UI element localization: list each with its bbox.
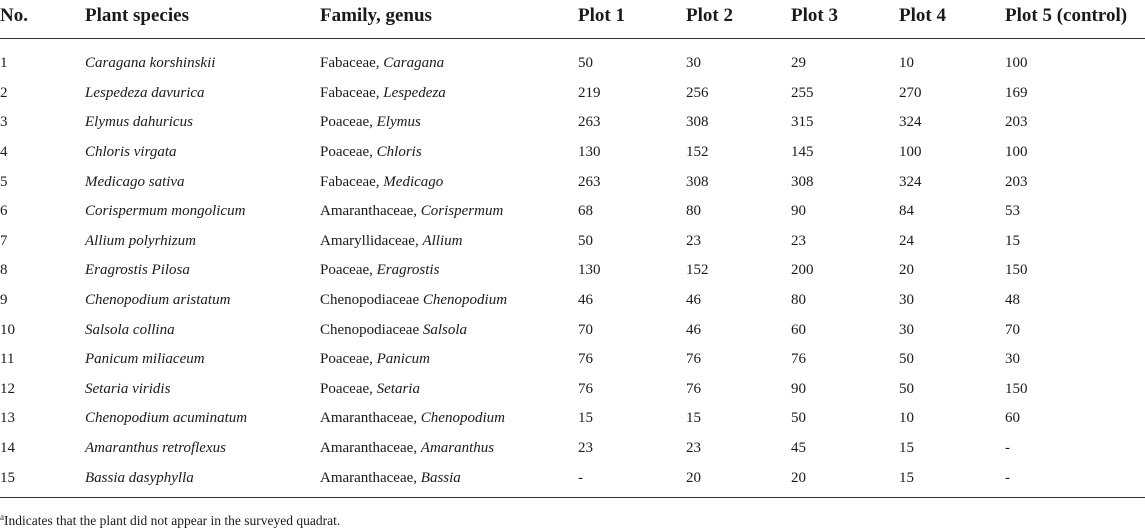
cell-plot-5: 203 [1005,114,1028,131]
family-name: Poaceae, [320,114,377,131]
cell-plant-species: Salsola collina [85,321,175,338]
cell-no: 11 [0,351,15,368]
table-footnote [0,512,340,529]
cell-plant-species: Chenopodium aristatum [85,292,231,309]
cell-no: 2 [0,84,8,101]
cell-no: 6 [0,203,8,220]
header-row [0,0,1145,39]
cell-plot-4: 30 [899,292,914,309]
cell-plant-species: Setaria viridis [85,380,171,397]
header-no: No. [0,0,85,39]
cell-plot-1: - [578,463,686,497]
cell-family-genus [320,434,578,464]
genus-name: Allium [422,232,463,249]
cell-plot-3: 90 [791,203,806,220]
cell-plot-3: 255 [791,84,814,101]
cell-family-genus [320,197,578,227]
cell-no: 12 [0,380,15,397]
cell-plant-species: Corispermum mongolicum [85,203,246,220]
cell-plot-2: 308 [686,173,709,190]
cell-no: 5 [0,173,8,190]
cell-no: 13 [0,410,15,427]
family-name: Fabaceae, [320,55,384,72]
cell-plot-5: 203 [1005,173,1028,190]
cell-plot-4: 324 [899,114,922,131]
table-row [0,167,1145,197]
table-row [0,108,1145,138]
cell-no: 10 [0,321,15,338]
cell-plot-3: 23 [791,232,806,249]
genus-name: Caragana [383,55,445,72]
cell-plot-1: 263 [578,173,601,190]
cell-plot-4: 15 [899,440,914,457]
cell-plot-4: 100 [899,144,922,161]
cell-plot-5: 100 [1005,144,1028,161]
cell-plot-4: 15 [899,463,1005,497]
cell-plot-1: 50 [578,55,593,72]
table-row [0,434,1145,464]
cell-plant-species: Elymus dahuricus [85,114,193,131]
header-family-genus: Family, genus [320,0,578,39]
cell-no: 4 [0,144,8,161]
cell-no: 15 [0,463,85,497]
cell-plot-1: 23 [578,440,593,457]
family-name: Poaceae, [320,144,377,161]
genus-name: Panicum [376,351,430,368]
family-name: Fabaceae, [320,84,384,101]
cell-family-genus [320,108,578,138]
table-body [0,39,1145,498]
family-name: Chenopodiaceae [320,321,423,338]
family-name: Amaranthaceae, [320,440,421,457]
cell-plant-species: Amaranthus retroflexus [85,440,226,457]
cell-plot-2: 76 [686,380,701,397]
cell-family-genus [320,256,578,286]
cell-plot-2: 20 [686,463,791,497]
cell-plot-5: 150 [1005,380,1028,397]
cell-plot-2: 30 [686,55,701,72]
genus-name: Salsola [422,321,468,338]
table-row [0,138,1145,168]
footnote-text: Indicates that the plant did not appear in the surveyed quadrat. [4,513,341,528]
table-row [0,39,1145,79]
cell-family-genus [320,167,578,197]
cell-plot-5: 70 [1005,321,1020,338]
cell-plot-1: 263 [578,114,601,131]
table-header [0,0,1145,39]
genus-name: Elymus [376,114,421,131]
cell-plot-2: 308 [686,114,709,131]
family-name: Poaceae, [320,351,377,368]
cell-plot-1: 50 [578,232,593,249]
cell-plant-species: Panicum miliaceum [85,351,205,368]
cell-plot-5: 48 [1005,292,1020,309]
table-row [0,463,1145,497]
cell-plot-3: 145 [791,144,814,161]
cell-plot-4: 20 [899,262,914,279]
family-name: Amaranthaceae, [320,410,421,427]
cell-plot-2: 76 [686,351,701,368]
cell-plant-species: Medicago sativa [85,173,185,190]
cell-family-genus [320,286,578,316]
genus-name: Bassia [420,469,461,486]
table-row [0,315,1145,345]
cell-no: 9 [0,292,8,309]
genus-name: Setaria [376,380,420,397]
table-row [0,375,1145,405]
header-plot-2: Plot 2 [686,0,791,39]
cell-no: 8 [0,262,8,279]
cell-no: 14 [0,440,15,457]
cell-plot-1: 219 [578,84,601,101]
genus-name: Chloris [376,144,422,161]
cell-family-genus [320,79,578,109]
header-plot-5-control: Plot 5 (control) [1005,0,1145,39]
cell-family-genus [320,39,578,79]
cell-family-genus [320,404,578,434]
cell-plot-2: 23 [686,440,701,457]
cell-plot-3: 90 [791,380,806,397]
cell-family-genus [320,227,578,257]
cell-plot-1: 130 [578,144,601,161]
cell-plot-5: 100 [1005,55,1028,72]
cell-plot-5: - [1005,463,1145,497]
genus-name: Amaranthus [420,440,495,457]
cell-plot-3: 76 [791,351,806,368]
cell-plot-3: 45 [791,440,806,457]
table-row [0,345,1145,375]
cell-plot-2: 152 [686,262,709,279]
cell-plot-3: 50 [791,410,806,427]
cell-plot-1: 68 [578,203,593,220]
cell-plot-4: 50 [899,351,914,368]
cell-plot-5: 169 [1005,84,1028,101]
genus-name: Chenopodium [420,410,505,427]
cell-plot-5: 15 [1005,232,1020,249]
cell-plot-5: - [1005,440,1010,457]
table-row [0,286,1145,316]
cell-family-genus [320,375,578,405]
cell-no: 3 [0,114,8,131]
genus-name: Lespedeza [383,84,446,101]
genus-name: Chenopodium [422,292,508,309]
table-row [0,404,1145,434]
cell-plot-4: 270 [899,84,922,101]
cell-plot-2: 80 [686,203,701,220]
header-plant-species: Plant species [85,0,320,39]
cell-plot-4: 30 [899,321,914,338]
cell-plot-4: 10 [899,410,914,427]
cell-plot-3: 20 [791,463,899,497]
cell-family-genus [320,345,578,375]
cell-plot-5: 53 [1005,203,1020,220]
cell-plot-4: 10 [899,55,914,72]
cell-plot-2: 152 [686,144,709,161]
cell-plot-2: 15 [686,410,701,427]
genus-name: Corispermum [420,203,504,220]
cell-plot-5: 60 [1005,410,1020,427]
cell-plot-3: 80 [791,292,806,309]
table-row [0,256,1145,286]
cell-plot-1: 70 [578,321,593,338]
table-row [0,197,1145,227]
cell-no: 7 [0,232,8,249]
family-name: Amaryllidaceae, [320,232,423,249]
cell-plot-3: 308 [791,173,814,190]
table-row [0,79,1145,109]
cell-plot-1: 76 [578,380,593,397]
cell-plot-1: 76 [578,351,593,368]
cell-plant-species: Bassia dasyphylla [85,463,320,497]
cell-plot-1: 46 [578,292,593,309]
family-name: Amaranthaceae, [320,469,421,486]
cell-plant-species: Caragana korshinskii [85,55,216,72]
cell-plant-species: Allium polyrhizum [85,232,196,249]
cell-plot-3: 29 [791,55,806,72]
cell-plot-4: 50 [899,380,914,397]
table-row [0,227,1145,257]
cell-plant-species: Lespedeza davurica [85,84,205,101]
header-plot-4: Plot 4 [899,0,1005,39]
family-name: Fabaceae, [320,173,384,190]
cell-plot-3: 315 [791,114,814,131]
family-name: Amaranthaceae, [320,203,421,220]
cell-plot-5: 150 [1005,262,1028,279]
cell-plot-2: 46 [686,321,701,338]
cell-plot-5: 30 [1005,351,1020,368]
cell-plot-4: 84 [899,203,914,220]
cell-plant-species: Chenopodium acuminatum [85,410,248,427]
cell-plot-2: 46 [686,292,701,309]
family-name: Poaceae, [320,380,377,397]
genus-name: Medicago [383,173,444,190]
cell-no: 1 [0,55,8,72]
cell-plant-species: Chloris virgata [85,144,177,161]
family-name: Poaceae, [320,262,377,279]
cell-plant-species: Eragrostis Pilosa [85,262,190,279]
cell-plot-1: 15 [578,410,593,427]
footnote-marker: a [0,512,4,522]
header-plot-1: Plot 1 [578,0,686,39]
cell-plot-4: 324 [899,173,922,190]
cell-family-genus [320,138,578,168]
cell-plot-1: 130 [578,262,601,279]
cell-plot-2: 256 [686,84,709,101]
genus-name: Eragrostis [376,262,440,279]
cell-plot-3: 60 [791,321,806,338]
cell-plot-4: 24 [899,232,914,249]
family-name: Chenopodiaceae [320,292,423,309]
cell-plot-2: 23 [686,232,701,249]
cell-family-genus [320,315,578,345]
cell-family-genus [320,463,578,497]
cell-plot-3: 200 [791,262,814,279]
header-plot-3: Plot 3 [791,0,899,39]
